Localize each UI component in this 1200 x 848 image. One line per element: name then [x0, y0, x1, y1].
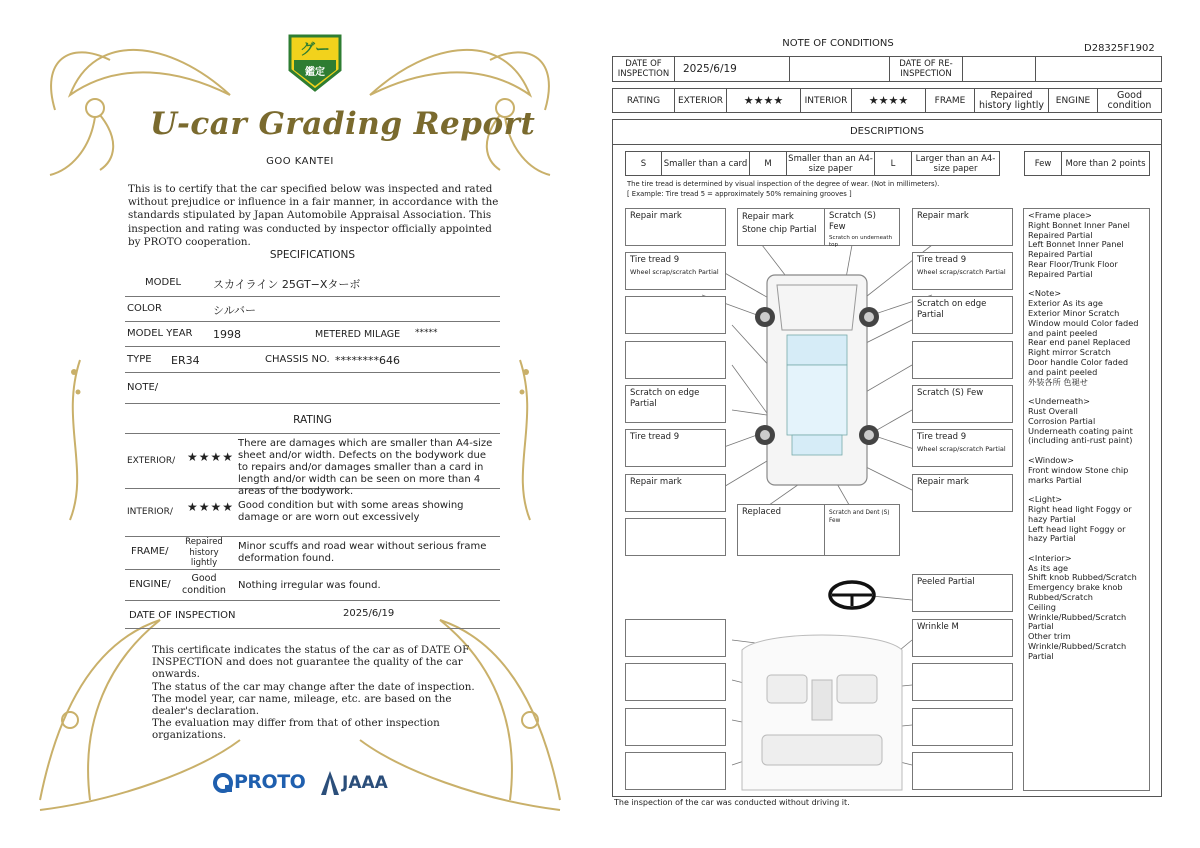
desc-text: Scratch on edge Partial: [917, 299, 987, 320]
spec-row-model: [125, 270, 500, 297]
interior-description: Good condition but with some areas showing damage or are worn out excessively: [238, 500, 464, 523]
date-value-cell: 2025/6/19: [674, 56, 790, 82]
desc-box-left-4: [625, 341, 726, 379]
desc-box-left-8: [625, 518, 726, 556]
interior-stars-cell: ★★★★: [851, 88, 926, 113]
desc-subtext: Wheel scrap/scratch Partial: [917, 268, 1006, 276]
desc-box-left-7: [625, 474, 726, 512]
mileage-value: *****: [415, 328, 438, 338]
legend-s-text: Smaller than a card: [661, 151, 750, 176]
desc-box-right-2: [912, 252, 1013, 290]
notes-text: <Frame place> Right Bonnet Inner Panel Repaired Partial Left Bonnet Inner Panel Repaired Partial Rear Floor/Trunk Floor Repaired Partial <Note> Exterior As its age Exterior Minor Scratch Window mould Color faded and paint peeled Rear end panel Replaced Right mirror Scratch Door handle Color faded and paint peeled 外装各所 色褪せ <Underneath> Rust Overall Corrosion Partial Underneath coating paint (including anti-rust paint) <Window> Front window Stone chip marks Partial <Light> Right head light Foggy or hazy Partial Left head light Foggy or hazy Partial <Interior> As its age Shift knob Rubbed/Scratch Emergency brake knob Rubbed/Scratch Ceiling Wrinkle/Rubbed/Scratch Partial Other trim Wrinkle/Rubbed/Scratch Partial: [1028, 210, 1139, 661]
frame-value-cell: Repaired history lightly: [974, 88, 1049, 113]
conditions-title: NOTE OF CONDITIONS: [782, 38, 894, 49]
desc-text: Tire tread 9: [630, 432, 680, 442]
year-label: MODEL YEAR: [127, 328, 193, 339]
desc-text: Scratch (S) Few: [917, 388, 984, 398]
date-label-cell: DATE OF INSPECTION: [612, 56, 675, 82]
reinspection-blank-cell: [1035, 56, 1162, 82]
rating-row-exterior: [125, 434, 500, 497]
date-blank-cell: [789, 56, 890, 82]
legend-m-text: Smaller than an A4-size paper: [786, 151, 875, 176]
inspection-date-row: [125, 600, 500, 629]
desc-text: Repair mark: [917, 211, 969, 221]
desc-text: Repair mark: [630, 477, 682, 487]
svg-text:グー: グー: [299, 40, 331, 58]
spec-row-year: [125, 321, 500, 347]
footer-note: The inspection of the car was conducted without driving it.: [614, 798, 850, 807]
mileage-label: METERED MILAGE: [315, 329, 401, 340]
exterior-label-cell: EXTERIOR: [674, 88, 727, 113]
inspection-date-value: 2025/6/19: [343, 608, 395, 619]
desc-box-right-7: [912, 474, 1013, 512]
spec-row-note: [125, 372, 500, 404]
frame-description: Minor scuffs and road wear without serious frame deformation found.: [238, 541, 487, 564]
color-label: COLOR: [127, 303, 162, 314]
desc-text: Peeled Partial: [917, 577, 975, 587]
inspection-date-label: DATE OF INSPECTION: [129, 610, 236, 621]
tread-note-1: The tire tread is determined by visual inspection of the degree of wear. (Not in millimeters).: [627, 180, 940, 188]
desc-box-left-5: [625, 385, 726, 423]
interior-label: INTERIOR/: [127, 507, 173, 517]
desc-subtext: Wheel scrap/scratch Partial: [917, 445, 1006, 453]
desc-box-right-6: [912, 429, 1013, 467]
interior-box-right-5: [912, 752, 1013, 790]
report-subtitle: GOO KANTEI: [266, 156, 334, 167]
engine-label-cell: ENGINE: [1048, 88, 1098, 113]
reinspection-value-cell: [962, 56, 1036, 82]
type-value: ER34: [171, 354, 200, 367]
legend-m: M: [749, 151, 787, 176]
rating-label-cell: RATING: [612, 88, 675, 113]
desc-box-left-6: [625, 429, 726, 467]
rating-heading: RATING: [293, 414, 332, 426]
specifications-heading: SPECIFICATIONS: [269, 249, 356, 261]
desc-box-left-3: [625, 296, 726, 334]
interior-box-left-3: [625, 708, 726, 746]
frame-value: Repaired history lightly: [185, 537, 223, 568]
svg-text:鑑定: 鑑定: [305, 67, 325, 78]
proto-mark-icon: [212, 772, 234, 794]
desc-text: Repair mark: [630, 211, 682, 221]
rating-row-interior: [125, 488, 500, 537]
jaaa-logo: [320, 770, 400, 796]
desc-text: Wrinkle M: [917, 622, 959, 632]
desc-subtext: Scratch on underneath top: [829, 235, 893, 248]
note-label: NOTE/: [127, 382, 159, 393]
desc-box-center-1b: [824, 208, 900, 246]
tread-note-2: [ Example: Tire tread 5 = approximately 50% remaining grooves ]: [627, 190, 852, 198]
desc-text: Tire tread 9: [917, 432, 967, 442]
proto-logo: [212, 770, 312, 796]
jaaa-logo-text: JAAA: [342, 773, 388, 793]
interior-stars: ★★★★: [187, 500, 235, 514]
legend-few: Few: [1024, 151, 1062, 176]
disclaimer-text: This certificate indicates the status of the car as of DATE OF INSPECTION and does not guarantee the quality of the car onwards. The status of the car may change after the date of inspection. The model year, car name, mileage, etc. are based on the dealer's declaration. The evaluation may differ from that of other inspection organizations.: [152, 644, 475, 742]
document-id: D28325F1902: [1084, 43, 1155, 54]
engine-label: ENGINE/: [129, 579, 171, 590]
desc-text: Repair mark: [742, 212, 794, 222]
interior-box-right-4: [912, 708, 1013, 746]
engine-value-cell: Good condition: [1097, 88, 1162, 113]
interior-box-left-1: [625, 619, 726, 657]
proto-logo-text: PROTO: [234, 771, 306, 793]
reinspection-label-cell: DATE OF RE-INSPECTION: [889, 56, 963, 82]
certify-text: This is to certify that the car specified below was inspected and rated without prejudice or influence in a fair manner, in accordance with the standards stipulated by Japan Automobile Appraisal Association. This inspection and rating was conducted by inspector officially appointed by PROTO cooperation.: [128, 183, 499, 248]
model-value: スカイライン 25GT−Xターボ: [213, 278, 361, 291]
desc-subtext: Wheel scrap/scratch Partial: [630, 268, 719, 276]
report-title: U-car Grading Report: [150, 106, 536, 142]
interior-box-right-3: [912, 663, 1013, 701]
rating-row-frame: [125, 536, 500, 570]
desc-text: Replaced: [742, 507, 782, 517]
exterior-stars-cell: ★★★★: [726, 88, 801, 113]
desc-text: Scratch on edge Partial: [630, 388, 700, 409]
desc-box-center-2a: [737, 504, 825, 556]
interior-box-left-4: [625, 752, 726, 790]
desc-subtext: Stone chip Partial: [742, 225, 817, 235]
desc-text: Tire tread 9: [917, 255, 967, 265]
interior-label-cell: INTERIOR: [800, 88, 852, 113]
desc-text: Scratch (S) Few: [829, 211, 876, 232]
interior-box-right-2: [912, 619, 1013, 657]
desc-box-right-5: [912, 385, 1013, 423]
frame-label-cell: FRAME: [925, 88, 975, 113]
desc-box-center-1a: [737, 208, 825, 246]
desc-box-right-1: [912, 208, 1013, 246]
jaaa-mark-icon: [320, 770, 340, 796]
spec-row-color: [125, 296, 500, 322]
desc-box-right-4: [912, 341, 1013, 379]
notes-panel: [1023, 208, 1150, 791]
desc-text: Repair mark: [917, 477, 969, 487]
desc-subtext: Scratch and Dent (S) Few: [829, 510, 890, 524]
exterior-stars: ★★★★: [187, 450, 235, 464]
legend-s: S: [625, 151, 662, 176]
interior-box-right-1: [912, 574, 1013, 612]
note-of-conditions-sheet: [600, 0, 1200, 848]
chassis-label: CHASSIS NO.: [265, 354, 330, 365]
spec-row-type: [125, 346, 500, 373]
engine-description: Nothing irregular was found.: [238, 580, 381, 591]
legend-few-text: More than 2 points: [1061, 151, 1150, 176]
exterior-description: There are damages which are smaller than A4-size sheet and/or width. Defects on the bodywork due to repairs and/or damages smaller than a card in length and/or width can be seen on more than 4 areas of the bodywork.: [238, 438, 493, 497]
desc-box-right-3: [912, 296, 1013, 334]
type-label: TYPE: [127, 354, 152, 365]
legend-l: L: [874, 151, 912, 176]
goo-kantei-badge-icon: [286, 30, 344, 94]
model-label: MODEL: [145, 277, 182, 288]
desc-box-left-1: [625, 208, 726, 246]
year-value: 1998: [213, 328, 241, 341]
desc-text: Tire tread 9: [630, 255, 680, 265]
chassis-value: ********646: [335, 354, 400, 367]
desc-box-center-2b: [824, 504, 900, 556]
interior-box-left-2: [625, 663, 726, 701]
exterior-label: EXTERIOR/: [127, 456, 176, 466]
frame-label: FRAME/: [131, 546, 169, 557]
legend-l-text: Larger than an A4-size paper: [911, 151, 1000, 176]
color-value: シルバー: [213, 304, 256, 317]
engine-value: Good condition: [182, 573, 226, 596]
descriptions-heading: DESCRIPTIONS: [612, 119, 1162, 145]
rating-row-engine: [125, 569, 500, 601]
desc-box-left-2: [625, 252, 726, 290]
